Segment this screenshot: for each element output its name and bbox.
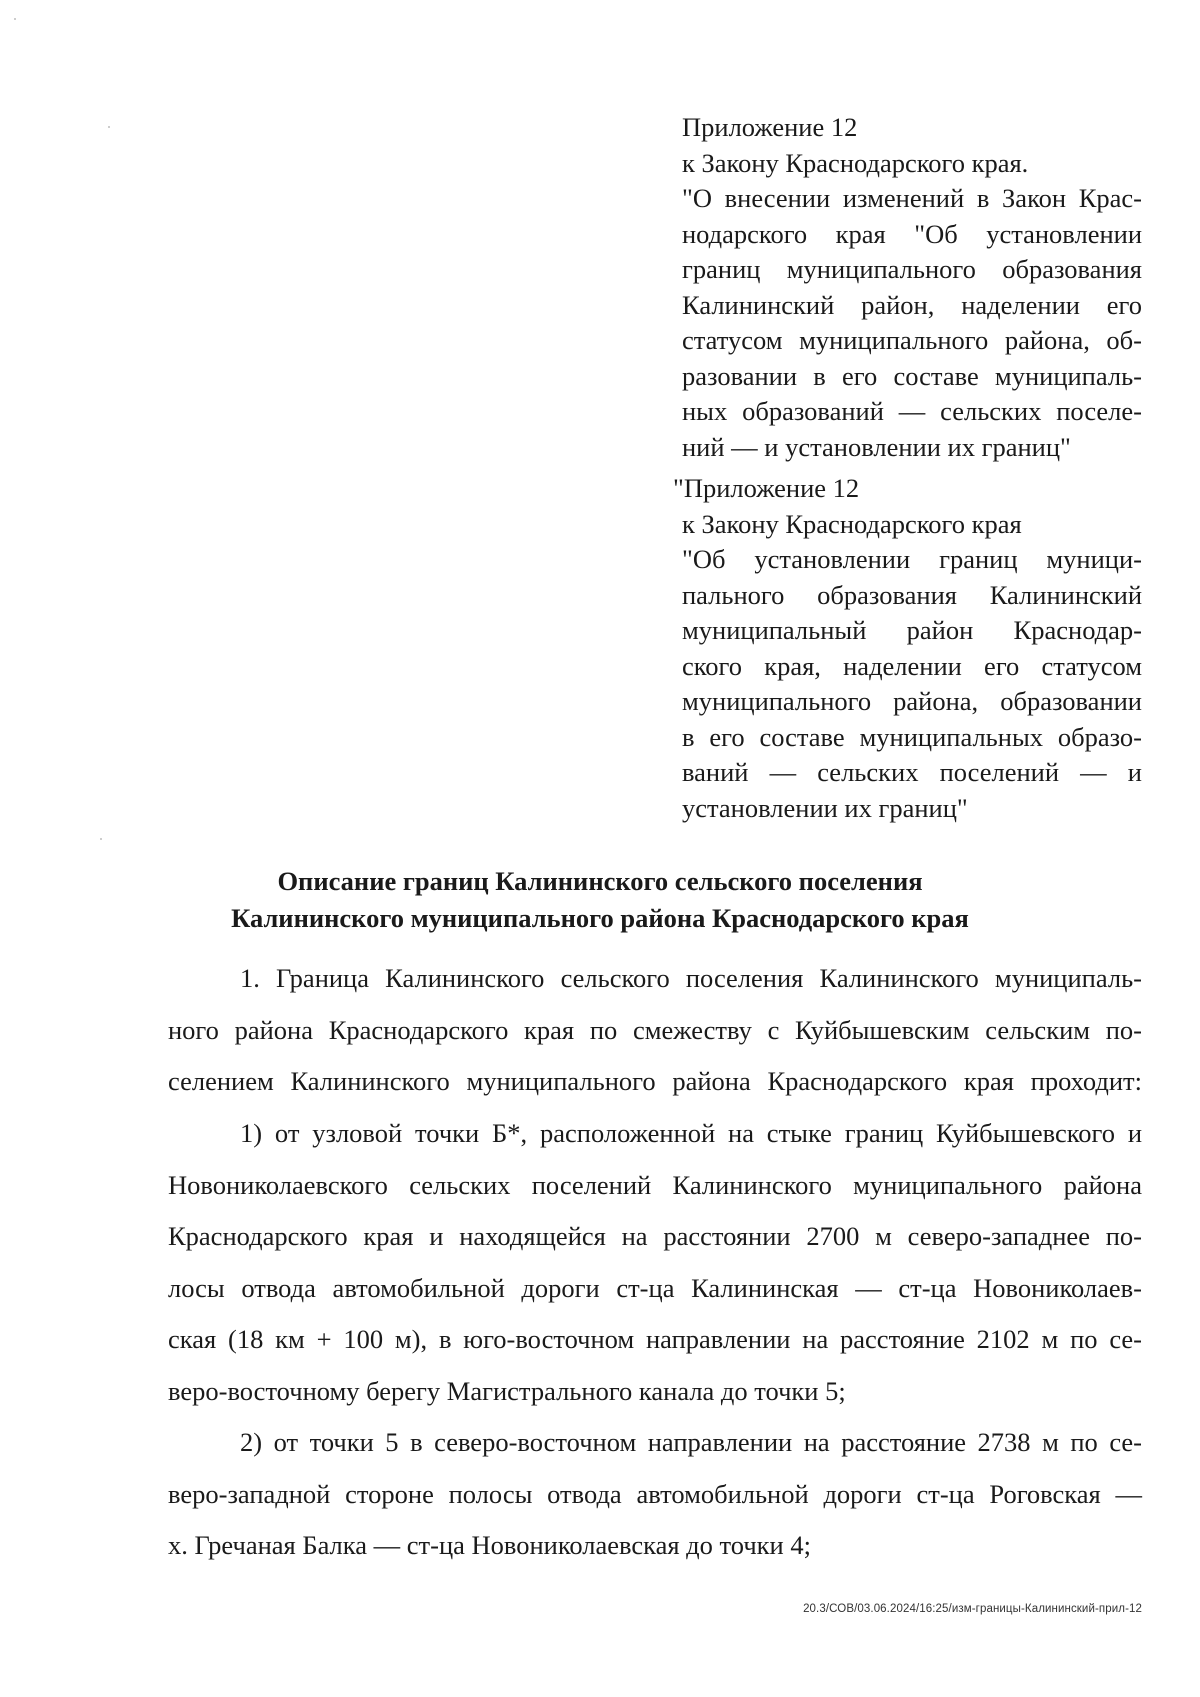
paragraph-line: х. Гречаная Балка — ст-ца Новониколаевская до точки 4; [168,1530,811,1560]
scan-speck [100,838,102,840]
title-line: Описание границ Калининского сельского поселения [277,866,923,896]
appendix-line: к Закону Краснодарского края [682,508,1022,539]
appendix-line: "Приложение 12 [673,473,860,503]
appendix-line: установлении их границ" [682,792,968,823]
appendix-line: пального образования Калининский [682,579,1142,610]
appendix-line: "Об установлении границ муници- [682,544,1142,574]
paragraph-line: ного района Краснодарского края по смежеству с Куйбышевским сельским по- [168,1014,1142,1045]
appendix-line: в его составе муниципальных образо- [682,721,1142,752]
appendix-header-amendment [682,110,1142,465]
paragraph-line: Новониколаевского сельских поселений Калининского муниципального района [168,1169,1142,1200]
appendix-line: муниципальный район Краснодар- [682,615,1142,645]
paragraph-line: веро-восточному берегу Магистрального канала до точки 5; [168,1375,846,1406]
paragraph-item-1 [168,1108,1142,1417]
paragraph-line: 2) от точки 5 в северо-восточном направлении на расстояние 2738 м по се- [240,1427,1142,1457]
appendix-line: ных образований — сельских поселе- [682,396,1142,426]
scan-speck [14,18,16,20]
appendix-line: Приложение 12 [682,112,858,142]
appendix-line: границ муниципального образования [682,254,1142,284]
appendix-line: Калининский район, наделении его [682,289,1142,320]
appendix-line: разовании в его составе муниципаль- [682,360,1142,391]
paragraph-line: Краснодарского края и находящейся на расстоянии 2700 м северо-западнее по- [168,1221,1142,1251]
title-line: Калининского муниципального района Краснодарского края [231,903,969,933]
paragraph-line: селением Калининского муниципального района Краснодарского края проходит: [168,1066,1142,1096]
paragraph-1 [168,953,1142,1108]
paragraph-line: лосы отвода автомобильной дороги ст-ца Калининская — ст-ца Новониколаев- [168,1272,1142,1303]
paragraph-line: 1. Граница Калининского сельского поселения Калининского муниципаль- [240,963,1142,993]
appendix-line: ний — и установлении их границ" [682,431,1071,462]
appendix-line: статусом муниципального района, об- [682,325,1142,355]
appendix-line: "О внесении изменений в Закон Крас- [682,183,1142,213]
paragraph-line: 1) от узловой точки Б*, расположенной на стыке границ Куйбышевского и [240,1118,1142,1148]
appendix-line: муниципального района, образовании [682,686,1142,716]
paragraph-line: ская (18 км + 100 м), в юго-восточном направлении на расстояние 2102 м по се- [168,1324,1142,1354]
appendix-header-original [673,471,1142,826]
document-title [100,863,1100,937]
paragraph-item-2 [168,1417,1142,1572]
appendix-line: ваний — сельских поселений — и [682,757,1142,787]
appendix-line: нодарского края "Об установлении [682,218,1142,249]
appendix-line: к Закону Краснодарского края. [682,147,1029,178]
scan-speck [108,126,110,128]
appendix-line: ского края, наделении его статусом [682,650,1142,681]
footer-file-stamp: 20.3/СОВ/03.06.2024/16:25/изм-границы-Калининский-прил-12 [803,1603,1142,1615]
paragraph-line: веро-западной стороне полосы отвода автомобильной дороги ст-ца Роговская — [168,1478,1142,1509]
